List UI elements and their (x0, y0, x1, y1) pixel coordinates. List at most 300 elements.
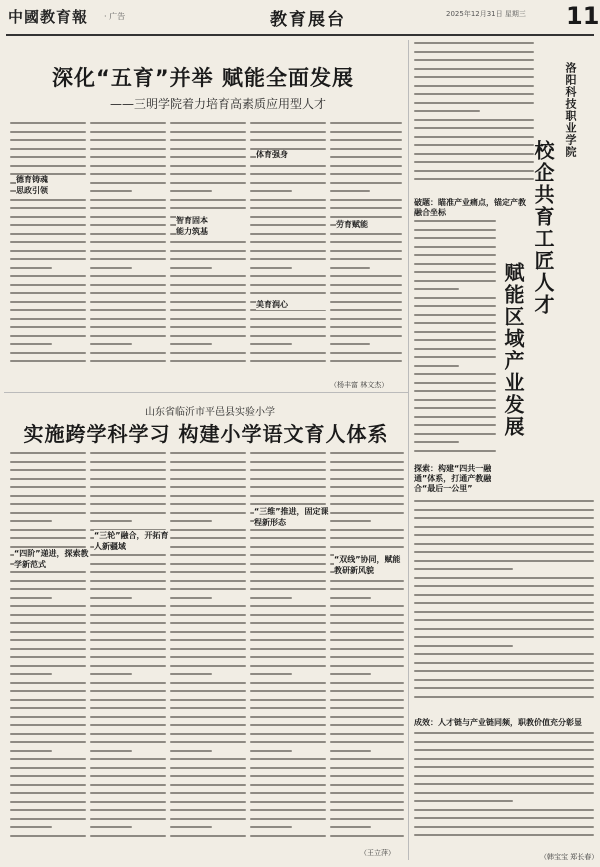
text-line (170, 614, 246, 616)
text-line (90, 326, 166, 328)
text-line (170, 622, 246, 624)
text-line (90, 258, 166, 260)
text-line (414, 322, 496, 324)
text-line (330, 733, 404, 735)
text-line (170, 520, 212, 522)
article1-byline: （杨丰富 林文杰） (330, 381, 389, 389)
article3-body-3 (414, 732, 594, 848)
text-line (10, 131, 86, 133)
text-line (10, 597, 52, 599)
text-line (170, 360, 246, 362)
text-line (330, 478, 404, 480)
text-line (250, 614, 326, 616)
text-line (170, 275, 246, 277)
text-line (414, 602, 594, 604)
text-line (170, 546, 246, 548)
text-line (10, 452, 86, 454)
text-line (414, 365, 459, 367)
text-line (10, 716, 86, 718)
text-line (414, 153, 534, 155)
text-line (330, 139, 402, 141)
article2-subhead: “三轮”融合，开拓育人新疆域 (94, 531, 169, 551)
text-line (330, 818, 404, 820)
article3-headline-part1: 校企共育工匠人才 (531, 140, 555, 316)
text-line (90, 284, 166, 286)
text-line (250, 258, 326, 260)
text-line (414, 732, 594, 734)
text-line (170, 733, 246, 735)
text-line (330, 207, 402, 209)
issue-date: 2025年12月31日 星期三 (446, 10, 526, 18)
text-line (250, 741, 326, 743)
text-line (414, 526, 594, 528)
text-line (170, 284, 246, 286)
article1-body-col3 (170, 122, 246, 376)
text-line (414, 220, 496, 222)
text-line (414, 517, 594, 519)
text-line (90, 335, 166, 337)
text-line (250, 750, 292, 752)
text-line (10, 775, 86, 777)
text-line (250, 224, 326, 226)
text-line (10, 469, 86, 471)
text-line (10, 707, 86, 709)
text-line (414, 679, 594, 681)
text-line (330, 537, 404, 539)
text-line (414, 339, 496, 341)
article1-subhead: 体育强身 (256, 150, 326, 160)
text-line (90, 758, 166, 760)
text-line (170, 512, 246, 514)
article3-body-1 (414, 220, 496, 458)
text-line (330, 656, 404, 658)
text-line (10, 571, 86, 573)
text-line (330, 165, 402, 167)
text-line (170, 469, 246, 471)
text-line (414, 42, 534, 44)
text-line (414, 534, 594, 536)
text-line (414, 551, 594, 553)
text-line (170, 809, 246, 811)
text-line (330, 750, 371, 752)
text-line (10, 495, 86, 497)
text-line (170, 792, 246, 794)
page-number: 11 (566, 2, 600, 30)
text-line (330, 648, 404, 650)
text-line (250, 284, 326, 286)
text-line (330, 673, 371, 675)
text-line (10, 122, 86, 124)
text-line (414, 500, 594, 502)
text-line (10, 784, 86, 786)
text-line (330, 588, 404, 590)
text-line (170, 554, 246, 556)
text-line (10, 605, 86, 607)
text-line (250, 486, 326, 488)
text-line (10, 292, 86, 294)
article3-subhead: 成效：人才链与产业链同频，职教价值充分彰显 (414, 718, 582, 727)
text-line (10, 216, 86, 218)
text-line (10, 503, 86, 505)
text-line (250, 801, 326, 803)
text-line (414, 758, 594, 760)
text-line (170, 835, 246, 837)
text-line (10, 648, 86, 650)
text-line (250, 673, 292, 675)
text-line (250, 503, 326, 505)
text-line (90, 199, 166, 201)
masthead-rule (6, 34, 594, 36)
text-line (170, 122, 246, 124)
text-line (414, 68, 534, 70)
text-line (330, 469, 404, 471)
text-line (90, 690, 166, 692)
text-line (10, 233, 86, 235)
text-line (250, 199, 326, 201)
text-line (10, 767, 86, 769)
text-line (170, 665, 246, 667)
text-line (170, 690, 246, 692)
text-line (414, 407, 496, 409)
text-line (250, 605, 326, 607)
text-line (414, 314, 496, 316)
text-line (170, 207, 246, 209)
text-line (170, 571, 246, 573)
text-line (250, 495, 326, 497)
text-line (414, 93, 534, 95)
text-line (90, 139, 166, 141)
text-line (414, 577, 594, 579)
text-line (250, 784, 326, 786)
text-line (170, 199, 246, 201)
text-line (10, 148, 86, 150)
text-line (90, 775, 166, 777)
text-line (90, 724, 166, 726)
text-line (170, 139, 246, 141)
article3-byline: （韩宝宝 郑长春） (540, 853, 599, 861)
text-line (414, 288, 459, 290)
article1-subhead: 智育固本 (176, 216, 246, 226)
article1-subheadline: ——三明学院着力培育高素质应用型人才 (110, 97, 327, 111)
text-line (10, 835, 86, 837)
text-line (90, 801, 166, 803)
text-line (90, 469, 166, 471)
column-divider (408, 40, 409, 860)
text-line (170, 707, 246, 709)
text-line (330, 690, 404, 692)
article2-subhead: “三维”推进，固定课程新形态 (254, 507, 329, 527)
text-line (10, 139, 86, 141)
text-line (90, 360, 166, 362)
text-line (330, 199, 402, 201)
article3-intro (414, 42, 534, 192)
text-line (250, 173, 326, 175)
text-line (90, 352, 166, 354)
text-line (90, 301, 166, 303)
text-line (330, 301, 402, 303)
text-line (414, 297, 496, 299)
text-line (250, 639, 326, 641)
text-line (330, 486, 404, 488)
text-line (250, 554, 326, 556)
text-line (414, 136, 534, 138)
text-line (170, 648, 246, 650)
text-line (170, 605, 246, 607)
text-line (90, 580, 166, 582)
text-line (90, 699, 166, 701)
text-line (414, 560, 594, 562)
section-title: 教育展台 (270, 10, 346, 30)
text-line (170, 461, 246, 463)
text-line (330, 741, 404, 743)
text-line (330, 148, 402, 150)
text-line (330, 775, 404, 777)
text-line (330, 614, 404, 616)
text-line (90, 563, 166, 565)
text-line (414, 645, 513, 647)
text-line (170, 326, 246, 328)
text-line (414, 568, 513, 570)
text-line (90, 767, 166, 769)
text-line (414, 144, 534, 146)
text-line (414, 653, 594, 655)
text-line (250, 656, 326, 658)
article1-body-col2 (90, 122, 166, 376)
text-line (10, 724, 86, 726)
article1-headline: 深化“五育”并举 赋能全面发展 (52, 66, 354, 90)
text-line (170, 156, 246, 158)
text-line (10, 690, 86, 692)
text-line (90, 173, 166, 175)
text-line (10, 352, 86, 354)
text-line (414, 543, 594, 545)
text-line (170, 165, 246, 167)
text-line (10, 258, 86, 260)
text-line (414, 373, 496, 375)
text-line (330, 699, 404, 701)
text-line (330, 503, 404, 505)
text-line (330, 758, 404, 760)
text-line (414, 305, 496, 307)
text-line (170, 716, 246, 718)
text-line (90, 122, 166, 124)
text-line (10, 326, 86, 328)
text-line (90, 275, 166, 277)
text-line (414, 178, 534, 180)
text-line (90, 733, 166, 735)
text-line (90, 707, 166, 709)
text-line (330, 520, 371, 522)
text-line (170, 597, 212, 599)
text-line (170, 673, 212, 675)
text-line (10, 733, 86, 735)
text-line (170, 741, 246, 743)
text-line (414, 416, 496, 418)
text-line (170, 478, 246, 480)
text-line (170, 190, 212, 192)
text-line (170, 767, 246, 769)
text-line (10, 461, 86, 463)
text-line (250, 139, 326, 141)
text-line (170, 335, 246, 337)
text-line (10, 318, 86, 320)
text-line (330, 326, 402, 328)
text-line (330, 250, 402, 252)
text-line (90, 716, 166, 718)
article1-body-col1 (10, 122, 86, 376)
text-line (330, 512, 404, 514)
text-line (250, 648, 326, 650)
text-line (90, 750, 132, 752)
text-line (90, 631, 166, 633)
text-line (330, 580, 404, 582)
text-line (170, 656, 246, 658)
text-line (414, 594, 594, 596)
text-line (330, 724, 404, 726)
text-line (414, 110, 480, 112)
text-line (414, 356, 496, 358)
text-line (10, 809, 86, 811)
text-line (250, 690, 326, 692)
text-line (170, 292, 246, 294)
text-line (10, 199, 86, 201)
text-line (330, 605, 404, 607)
text-line (170, 503, 246, 505)
text-line (250, 597, 292, 599)
text-line (10, 588, 86, 590)
text-line (10, 207, 86, 209)
text-line (170, 758, 246, 760)
text-line (90, 682, 166, 684)
text-line (170, 495, 246, 497)
text-line (414, 696, 594, 698)
text-line (330, 343, 370, 345)
article2-body-col5 (330, 452, 404, 844)
text-line (170, 537, 246, 539)
text-line (250, 478, 326, 480)
text-line (414, 749, 594, 751)
text-line (90, 267, 132, 269)
text-line (330, 258, 402, 260)
text-line (250, 818, 326, 820)
text-line (170, 452, 246, 454)
article3-headline-part2: 赋能区域产业发展 (501, 262, 525, 438)
text-line (10, 792, 86, 794)
text-line (330, 784, 404, 786)
text-line (250, 563, 326, 565)
text-line (90, 461, 166, 463)
text-line (330, 241, 402, 243)
text-line (414, 826, 594, 828)
text-line (90, 495, 166, 497)
text-line (170, 631, 246, 633)
text-line (250, 546, 326, 548)
text-line (414, 809, 594, 811)
text-line (170, 131, 246, 133)
text-line (250, 835, 326, 837)
text-line (250, 250, 326, 252)
text-line (170, 529, 246, 531)
article2-headline: 实施跨学科学习 构建小学语文育人体系 (23, 422, 389, 446)
text-line (250, 588, 326, 590)
text-line (414, 741, 594, 743)
text-line (414, 509, 594, 511)
text-line (90, 656, 166, 658)
text-line (10, 512, 86, 514)
text-line (330, 826, 371, 828)
text-line (170, 750, 212, 752)
text-line (250, 537, 326, 539)
text-line (250, 682, 326, 684)
text-line (90, 250, 166, 252)
text-line (90, 784, 166, 786)
text-line (250, 707, 326, 709)
text-line (414, 382, 496, 384)
text-line (170, 682, 246, 684)
text-line (250, 233, 326, 235)
text-line (330, 631, 404, 633)
text-line (170, 241, 246, 243)
text-line (414, 775, 594, 777)
text-line (10, 301, 86, 303)
text-line (330, 309, 402, 311)
text-line (250, 326, 326, 328)
text-line (250, 343, 292, 345)
text-line (330, 495, 404, 497)
text-line (414, 399, 496, 401)
article3-subhead: 探索：构建“四共一融通”体系，打通产教融合“最后一公里” (414, 464, 492, 493)
masthead (0, 0, 600, 34)
text-line (330, 529, 404, 531)
text-line (330, 275, 402, 277)
article3-subhead: 破题：瞄准产业痛点，锚定产教融合坐标 (414, 198, 526, 217)
text-line (10, 614, 86, 616)
text-line (330, 809, 404, 811)
text-line (330, 233, 402, 235)
text-line (10, 309, 86, 311)
article1-body-col4 (250, 122, 326, 376)
text-line (10, 537, 86, 539)
text-line (414, 783, 594, 785)
text-line (170, 580, 246, 582)
text-line (170, 318, 246, 320)
text-line (250, 207, 326, 209)
text-line (170, 818, 246, 820)
text-line (250, 826, 292, 828)
text-line (250, 622, 326, 624)
text-line (330, 801, 404, 803)
text-line (90, 512, 166, 514)
text-line (90, 131, 166, 133)
text-line (10, 758, 86, 760)
article1-subhead: 劳育赋能 (336, 220, 402, 230)
text-line (10, 284, 86, 286)
text-line (90, 182, 166, 184)
text-line (170, 588, 246, 590)
text-line (250, 775, 326, 777)
text-line (10, 631, 86, 633)
text-line (250, 190, 292, 192)
text-line (414, 433, 496, 435)
text-line (250, 733, 326, 735)
text-line (90, 614, 166, 616)
text-line (90, 809, 166, 811)
text-line (10, 750, 52, 752)
text-line (330, 182, 402, 184)
text-line (90, 309, 166, 311)
text-line (170, 775, 246, 777)
text-line (250, 165, 326, 167)
